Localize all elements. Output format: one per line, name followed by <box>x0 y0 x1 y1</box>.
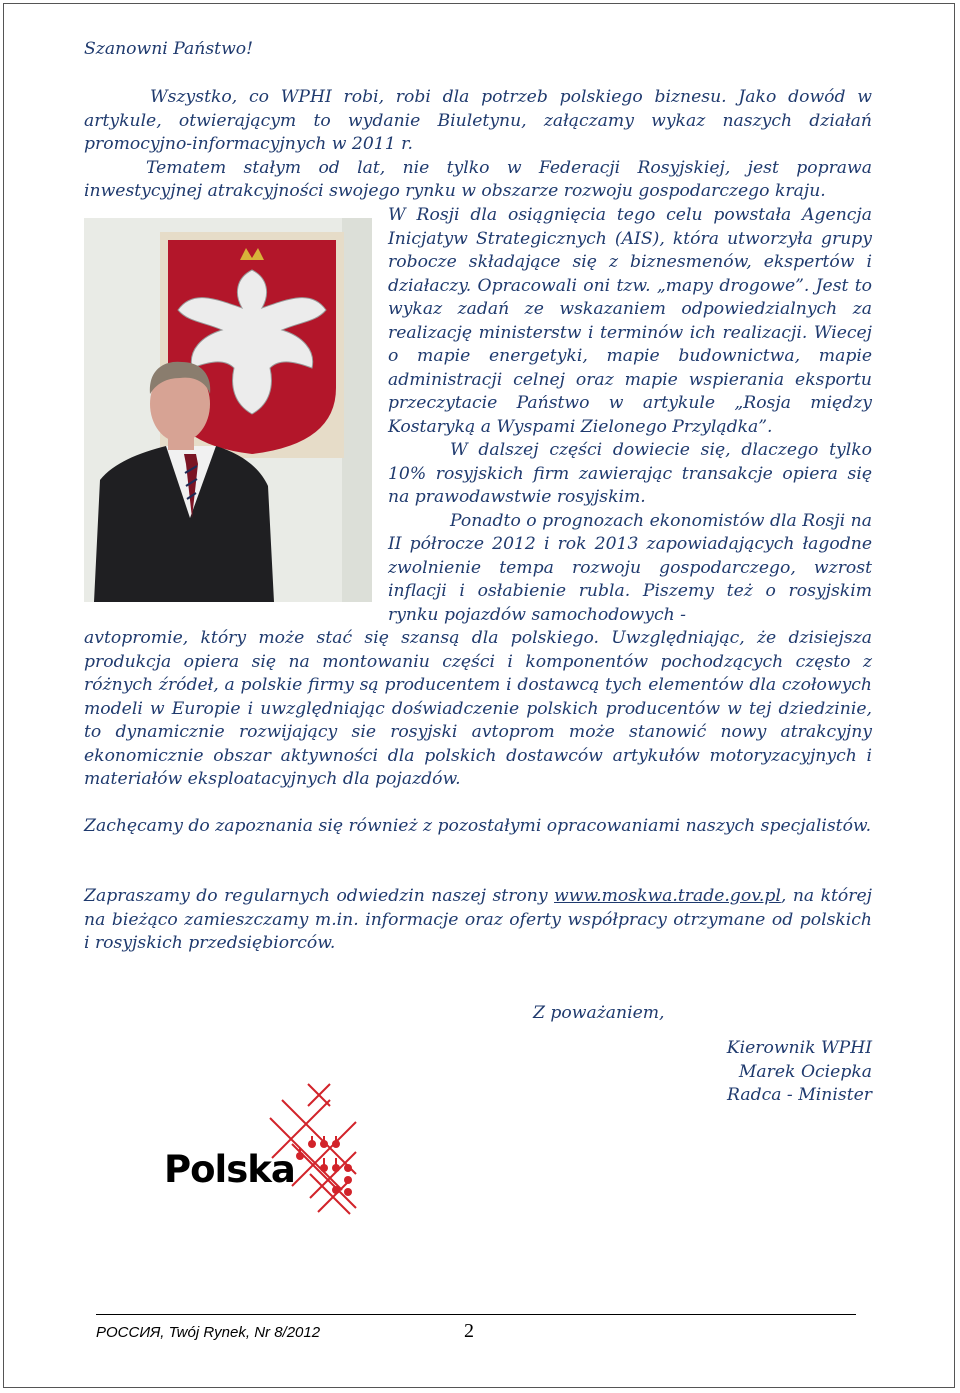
aside-paragraph-3: Ponadto o prognozach ekonomistów dla Rosji na II półrocze 2012 i rok 2013 zapowiadających łagodne zwolnienie tempa rozwoju gospodarczego, wzrost inflacji i osłabienie rubla. Piszemy też o rosyjskim rynku pojazdów samochodowych - <box>388 510 872 625</box>
intro-paragraph-2: Tematem stałym od lat, nie tylko w Federacji Rosyjskiej, jest poprawa inwestycyjnej atrakcyjności swojego rynku w obszarze rozwoju gospodarczego kraju. <box>84 157 872 201</box>
invite-section <box>84 885 872 956</box>
website-link[interactable]: www.moskwa.trade.gov.pl <box>554 886 781 906</box>
intro-paragraph-1: Wszystko, co WPHI robi, robi dla potrzeb polskiego biznesu. Jako dowód w artykule, otwierającym to wydanie Biuletynu, załączamy wykaz naszych działań promocyjno-informacyjnych w 2011 r. <box>84 87 872 154</box>
signature-block <box>727 1037 872 1108</box>
continuation-text <box>84 627 872 792</box>
encourage-section <box>84 815 872 839</box>
aside-paragraph-1: W Rosji dla osiągnięcia tego celu powstała Agencja Inicjatyw Strategicznych (AIS), która utworzyła grupy robocze składające się z biznesmenów, ekspertów i działaczy. Opracowali oni tzw. „mapy drogowe”. Jest to wykaz zadań ze wskazaniem odpowiedzialnych za realizację ministerstw i terminów ich realizacji. Wiecej o mapie energetyki, mapie budownictwa, mapie administracji celnej oraz mapie wspierania eksportu przeczytacie Państwo w artykule „Rosja między Kostaryką a Wyspami Zielonego Przylądka”. <box>388 205 872 437</box>
signature-title: Kierownik WPHI <box>726 1038 872 1058</box>
closing-phrase: Z poważaniem, <box>533 1003 665 1023</box>
polska-logo-text: Polska <box>164 1148 295 1191</box>
portrait-photo <box>84 218 372 602</box>
encourage-paragraph: Zachęcamy do zapoznania się również z pozostałymi opracowaniami naszych specjalistów. <box>84 816 872 836</box>
signature-name: Marek Ociepka <box>738 1061 872 1082</box>
footer-publication: РОССИЯ, Twój Rynek, Nr 8/2012 <box>96 1324 321 1341</box>
greeting: Szanowni Państwo! <box>84 39 254 59</box>
continuation-paragraph: avtopromie, który może stać się szansą dla polskiego. Uwzględniając, że dzisiejsza produkcja opiera się na montowaniu części i komponentów pochodzących często z różnych źródeł, a polskie firmy są producentem i dostawcą tych elementów dla czołowych modeli w Europie i uwzględniając doświadczenie polskich producentów w tej dziedzinie, to dynamicznie rozwijający sie rosyjski avtoprom może stanowić nowy atrakcyjny ekonomicznie obszar aktywności dla polskich dostawców artykułów motoryzacyjnych i materiałów eksploatacyjnych dla pojazdów. <box>84 628 872 789</box>
aside-paragraph-2: W dalszej części dowiecie się, dlaczego tylko 10% rosyjskich firm zawierając transakcje opiera się na prawodawstwie rosyjskim. <box>388 440 872 507</box>
invite-paragraph <box>84 885 872 956</box>
polska-logo <box>160 1082 365 1222</box>
intro-section <box>84 86 872 204</box>
signature-position: Radca - Minister <box>727 1085 872 1105</box>
invite-text-before: Zapraszamy do regularnych odwiedzin naszej strony <box>84 886 555 906</box>
footer-divider <box>96 1314 856 1315</box>
invite-text-after: , na której na bieżąco zamieszczamy m.in. informacje oraz oferty współpracy otrzymane od polskich i rosyjskich przedsiębiorców. <box>84 886 872 953</box>
page-number: 2 <box>464 1320 474 1342</box>
article-summary-aside <box>388 204 872 627</box>
